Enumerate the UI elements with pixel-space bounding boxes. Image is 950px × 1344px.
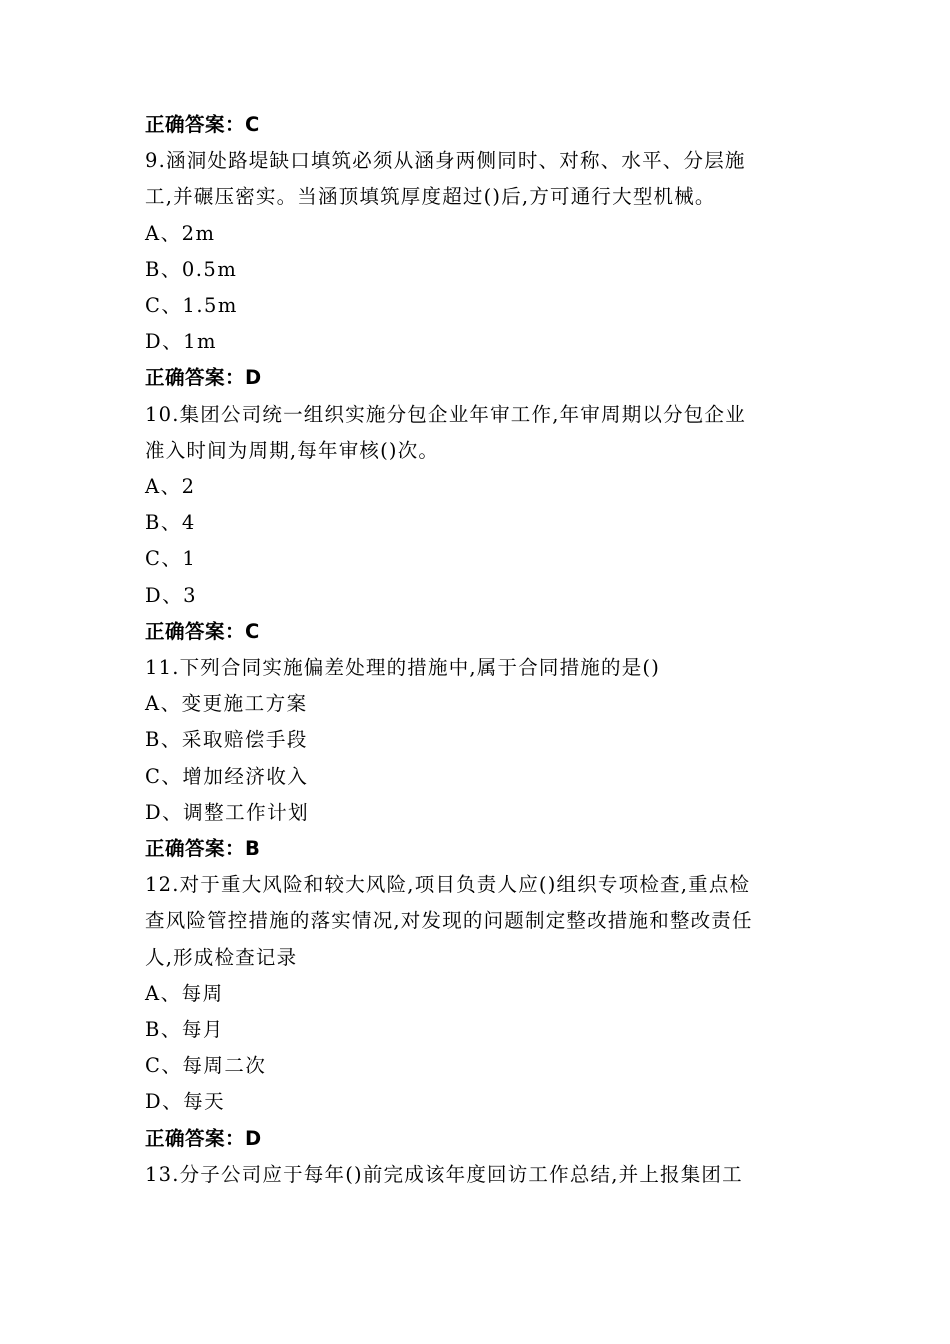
question-line: 10.集团公司统一组织实施分包企业年审工作,年审周期以分包企业 [145,402,746,426]
option-line: C、增加经济收入 [145,764,309,788]
option-line: C、1.5m [145,294,238,317]
option-line: A、每周 [145,981,224,1005]
answer-line: 正确答案：C [145,619,260,643]
answer-line: 正确答案：D [145,1126,262,1150]
option-line: A、变更施工方案 [145,692,308,716]
option-line: A、2 [145,475,196,498]
option-line: D、1m [145,330,218,354]
option-line: B、每月 [145,1018,224,1041]
question-line: 工,并碾压密实。当涵顶填筑厚度超过()后,方可通行大型机械。 [145,185,716,209]
question-line: 12.对于重大风险和较大风险,项目负责人应()组织专项检查,重点检 [145,873,751,897]
question-line: 人,形成检查记录 [145,945,298,969]
answer-line: 正确答案：B [145,837,261,860]
option-line: C、每周二次 [145,1054,267,1078]
answer-line: 正确答案：D [145,366,262,390]
option-line: D、调整工作计划 [145,800,310,824]
option-line: A、2m [145,221,216,245]
question-line: 准入时间为周期,每年审核()次。 [145,438,440,462]
question-line: 查风险管控措施的落实情况,对发现的问题制定整改措施和整改责任 [145,909,753,933]
option-line: B、4 [145,511,196,535]
question-line: 9.涵洞处路堤缺口填筑必须从涵身两侧同时、对称、水平、分层施 [145,149,746,173]
option-line: D、每天 [145,1090,226,1114]
question-line: 11.下列合同实施偏差处理的措施中,属于合同措施的是() [145,656,661,679]
question-line: 13.分子公司应于每年()前完成该年度回访工作总结,并上报集团工 [145,1162,743,1186]
option-line: D、3 [145,583,198,607]
option-line: B、0.5m [145,257,238,281]
option-line: C、1 [145,547,197,571]
answer-line: 正确答案：C [145,113,260,136]
option-line: B、采取赔偿手段 [145,728,308,752]
